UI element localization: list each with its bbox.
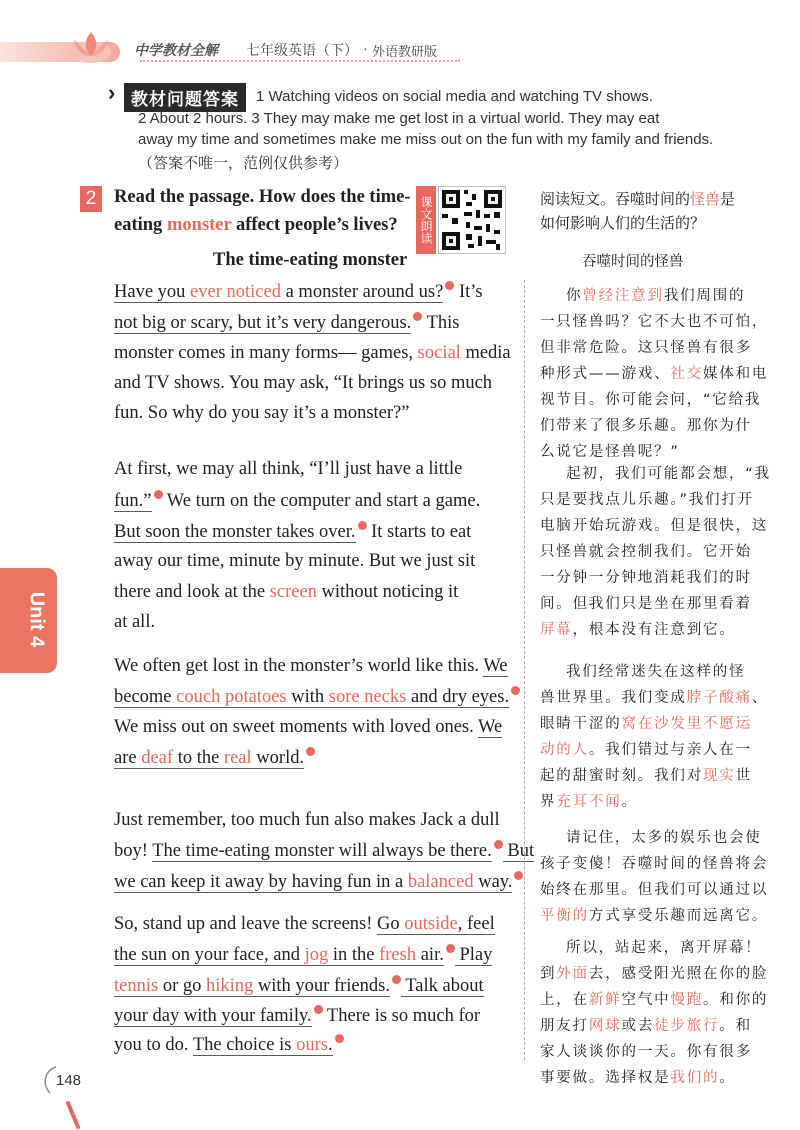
translation-line	[540, 1014, 752, 1035]
underlined-sentence: become	[114, 687, 177, 708]
translation-line	[540, 618, 736, 639]
note-marker	[314, 1005, 323, 1014]
underlined-sentence: we can keep it away by having fun in a	[114, 872, 408, 893]
cn-run: ，根本没有注意到它。	[572, 622, 736, 638]
cn-keyword: 新鲜	[588, 992, 622, 1008]
answer-line-3: away my time and sometimes make me miss out on the fun with my family and friends.	[138, 131, 714, 148]
note-marker	[511, 686, 520, 695]
cn-run: 到	[540, 966, 557, 982]
keyword: outside	[404, 914, 458, 934]
column-divider	[524, 280, 525, 1060]
note-marker	[306, 747, 315, 756]
translation-line: 么说它是怪兽呢？”	[540, 444, 680, 460]
translation-line: 请记住，太多的娱乐也会使	[566, 830, 762, 846]
passage-line: Just remember, too much fun also makes Jack a dull	[114, 810, 500, 830]
passage-line	[114, 975, 484, 997]
text-run: media	[460, 343, 511, 363]
underlined-sentence: But soon the monster takes over.	[114, 522, 356, 543]
cn-q-part: 阅读短文。吞噬时间的	[540, 190, 691, 208]
keyword: ours	[296, 1035, 328, 1056]
passage-line: and TV shows. You may ask, “It brings us so much	[114, 373, 493, 393]
translation-line	[540, 764, 752, 785]
text-run: monster comes in many forms— games,	[114, 343, 418, 363]
text-run: This	[422, 313, 460, 334]
lotus-logo-icon	[62, 26, 120, 66]
underlined-sentence: and dry eyes.	[406, 687, 510, 708]
text-run: It starts to eat	[366, 522, 472, 543]
cn-keyword: 曾经注意到	[582, 288, 664, 304]
keyword-monster: monster	[166, 215, 232, 235]
task-q-part: affect people’s lives?	[231, 215, 398, 235]
cn-q-part: 是	[720, 190, 736, 208]
passage-line	[114, 281, 483, 303]
cn-run: 空气中	[621, 992, 671, 1008]
translation-title: 吞噬时间的怪兽	[582, 254, 684, 270]
keyword: hiking	[206, 976, 254, 997]
text-run: without noticing it	[316, 582, 459, 602]
chevron-right-icon: ›	[108, 80, 116, 105]
cn-keyword: 脖子酸痛	[686, 690, 752, 706]
underlined-sentence: air.	[416, 945, 444, 966]
underlined-sentence: , feel	[457, 914, 495, 934]
note-marker	[392, 975, 401, 984]
cn-run: 眼睛干涩的	[540, 716, 622, 732]
cn-keyword: 外面	[556, 966, 589, 982]
passage-line	[114, 686, 520, 708]
translation-line	[540, 712, 752, 733]
underlined-sentence: in the	[328, 945, 380, 966]
cn-run: 界	[540, 794, 557, 810]
cn-run: 。和	[719, 1018, 752, 1034]
note-marker	[446, 944, 455, 953]
passage-line	[114, 1034, 344, 1056]
text-run: It’s	[454, 282, 483, 303]
translation-line: 所以，站起来，离开屏幕！	[566, 940, 762, 956]
cn-run: 起的甜蜜时刻。我们对	[540, 768, 703, 784]
page-number: 148	[56, 1072, 82, 1089]
passage-line: at all.	[114, 612, 156, 632]
keyword: tennis	[114, 976, 159, 997]
cn-run: 。和你的	[703, 992, 769, 1008]
passage-line	[114, 490, 480, 512]
underlined-sentence: We	[483, 656, 508, 676]
text-run: there and look at the	[114, 582, 270, 602]
translation-line: 我们经常迷失在这样的怪	[566, 664, 746, 680]
translation-line	[540, 962, 768, 983]
note-marker	[335, 1034, 344, 1043]
underlined-sentence: fun.”	[114, 491, 152, 512]
cn-keyword: 我们的	[670, 1070, 720, 1086]
passage-line	[114, 312, 460, 334]
translation-line	[540, 1066, 736, 1087]
cn-keyword: 社交	[670, 366, 704, 382]
underlined-sentence: not big or scary, but it’s very dangerous.	[114, 313, 412, 334]
keyword: jog	[304, 945, 329, 966]
passage-line	[114, 582, 458, 603]
text-run: We miss out on sweet moments with loved ones.	[114, 717, 479, 737]
answers-badge: 教材问题答案	[124, 83, 246, 112]
note-marker	[494, 840, 503, 849]
cn-keyword-monster: 怪兽	[690, 190, 721, 208]
answer-line-1: 1 Watching videos on social media and watching TV shows.	[256, 88, 653, 105]
cn-keyword: 徒步旅行	[654, 1018, 720, 1034]
underlined-sentence: your day with your family.	[114, 1006, 312, 1027]
note-marker	[413, 312, 422, 321]
translation-line: 视节目。你可能会问，“它给我	[540, 392, 762, 408]
keyword: balanced	[407, 872, 474, 893]
underlined-sentence: We	[478, 717, 503, 737]
cn-run: 上，在	[540, 992, 589, 1008]
translation-line: 间。但我们只是坐在那里看着	[540, 596, 752, 612]
translation-line	[540, 988, 768, 1009]
task-number-badge: 2	[80, 186, 102, 212]
cn-run: 种形式——游戏、	[540, 366, 671, 382]
cn-run: 。	[621, 794, 638, 810]
underlined-sentence: to the	[173, 748, 224, 769]
translation-line: 一分钟一分钟地消耗我们的时	[540, 570, 752, 586]
keyword: sore necks	[328, 687, 407, 708]
translation-line	[540, 686, 768, 707]
cn-run: 我们周围的	[663, 288, 746, 304]
qr-label-strip: 课文朗读	[416, 186, 436, 254]
passage-line	[114, 840, 534, 862]
cn-run: 你	[566, 288, 583, 304]
passage-line: away our time, minute by minute. But we just sit	[114, 551, 476, 571]
note-marker	[445, 281, 454, 290]
underlined-sentence: The time-eating monster will always be there.	[152, 841, 492, 862]
cn-run: 朋友打	[540, 1018, 589, 1034]
keyword: social	[417, 343, 461, 363]
translation-line: 孩子变傻！吞噬时间的怪兽将会	[540, 856, 769, 872]
header-divider	[140, 60, 460, 62]
text-run: We turn on the computer and start a game.	[162, 491, 481, 512]
underlined-sentence: with	[286, 687, 329, 708]
cn-run: 。我们错过与亲人在一	[588, 742, 752, 758]
unit-tab-label: Unit 4	[25, 591, 48, 648]
passage-line	[114, 656, 508, 677]
cn-question-line-2: 如何影响人们的生活的？	[540, 214, 706, 232]
text-run: So, stand up and leave the screens!	[114, 914, 378, 934]
underlined-sentence: way.	[473, 872, 513, 893]
cn-keyword: 充耳不闻	[556, 794, 622, 810]
passage-line	[114, 871, 523, 893]
cn-run: 事要做。选择权是	[540, 1070, 671, 1086]
cn-run: 媒体和电	[703, 366, 769, 382]
translation-line: 一只怪兽吗？它不大也不可怕，	[540, 314, 769, 330]
passage-line	[114, 1005, 480, 1027]
note-marker	[514, 871, 523, 880]
passage-line	[114, 717, 502, 738]
task-q-part: eating	[114, 215, 167, 235]
passage-title: The time-eating monster	[213, 250, 408, 270]
translation-line: 但非常危险。这只怪兽有很多	[540, 340, 752, 356]
keyword: couch potatoes	[176, 687, 287, 708]
unit-side-tab[interactable]	[0, 568, 57, 673]
underlined-sentence: or go	[158, 976, 206, 997]
passage-line	[114, 914, 495, 935]
answer-line-2: 2 About 2 hours. 3 They may make me get lost in a virtual world. They may eat	[138, 110, 660, 127]
passage-line: fun. So why do you say it’s a monster?”	[114, 403, 410, 423]
underlined-sentence: Have you	[114, 282, 191, 303]
underlined-sentence: with your friends.	[253, 976, 390, 997]
underlined-sentence: the sun on your face, and	[114, 945, 305, 966]
passage-line	[114, 343, 511, 364]
underlined-sentence: world.	[251, 748, 305, 769]
qr-code-icon[interactable]	[438, 186, 506, 254]
cn-run: 、	[751, 690, 769, 706]
underlined-sentence: Talk about	[400, 976, 484, 997]
translation-line	[540, 904, 768, 925]
translation-line: 电脑开始玩游戏。但是很快，这	[540, 518, 769, 534]
underlined-sentence: .	[327, 1035, 333, 1056]
text-run: There is so much for	[322, 1006, 481, 1027]
cn-keyword: 动的人	[540, 742, 589, 758]
cn-question-line-1	[540, 188, 735, 209]
passage-line	[114, 747, 315, 769]
task-question-line-1: Read the passage. How does the time-	[114, 187, 411, 207]
translation-line: 起初，我们可能都会想，“我	[566, 466, 771, 482]
answer-note: （答案不唯一，范例仅供参考）	[138, 155, 349, 172]
keyword: screen	[269, 582, 317, 602]
cn-run: 兽世界里。我们变成	[540, 690, 687, 706]
translation-line: 家人谈谈你的一天。你有很多	[540, 1044, 752, 1060]
header-edition: 外语教研版	[372, 44, 438, 59]
keyword: ever noticed	[190, 282, 281, 303]
underlined-sentence: are	[114, 748, 142, 769]
passage-line	[114, 944, 492, 966]
header-book-title: 中学教材全解	[134, 42, 218, 58]
passage-line: At first, we may all think, “I’ll just have a little	[114, 459, 463, 479]
underlined-sentence: Play	[454, 945, 493, 966]
keyword: fresh	[379, 945, 417, 966]
cn-keyword: 现实	[703, 768, 736, 784]
translation-line: 只是要找点儿乐趣。”我们打开	[540, 492, 754, 508]
translation-line: 始终在那里。但我们可以通过以	[540, 882, 769, 898]
text-run: We often get lost in the monster’s world like this.	[114, 656, 484, 676]
translation-line	[566, 284, 745, 305]
task-question-line-2	[114, 215, 398, 236]
translation-line: 只怪兽就会控制我们。它开始	[540, 544, 752, 560]
cn-run: 世	[735, 768, 752, 784]
translation-line	[540, 790, 638, 811]
underlined-sentence: The choice is	[192, 1035, 297, 1056]
cn-run: 方式享受乐趣而远离它。	[588, 908, 769, 924]
underlined-sentence: Go	[377, 914, 405, 934]
underlined-sentence: a monster around us?	[280, 282, 444, 303]
cn-keyword: 屏幕	[540, 622, 573, 638]
header-grade-subject: 七年级英语（下）	[246, 42, 358, 58]
cn-keyword: 平衡的	[540, 908, 589, 924]
cn-keyword: 窝在沙发里不愿运	[621, 716, 752, 732]
keyword: real	[223, 748, 252, 769]
keyword: deaf	[141, 748, 174, 769]
translation-line	[540, 362, 768, 383]
passage-line	[114, 521, 471, 543]
cn-run: 或去	[621, 1018, 655, 1034]
cn-run: 。	[719, 1070, 736, 1086]
text-run: boy!	[114, 841, 153, 862]
translation-line	[540, 738, 752, 759]
note-marker	[154, 490, 163, 499]
cn-keyword: 慢跑	[670, 992, 704, 1008]
text-run: you to do.	[114, 1035, 193, 1056]
note-marker	[358, 521, 367, 530]
cn-run: 去，感受阳光照在你的脸	[588, 966, 769, 982]
cn-keyword: 网球	[588, 1018, 622, 1034]
underlined-sentence: But	[502, 841, 535, 862]
header-separator: ·	[363, 40, 368, 56]
translation-line: 们带来了很多乐趣。那你为什	[540, 418, 752, 434]
